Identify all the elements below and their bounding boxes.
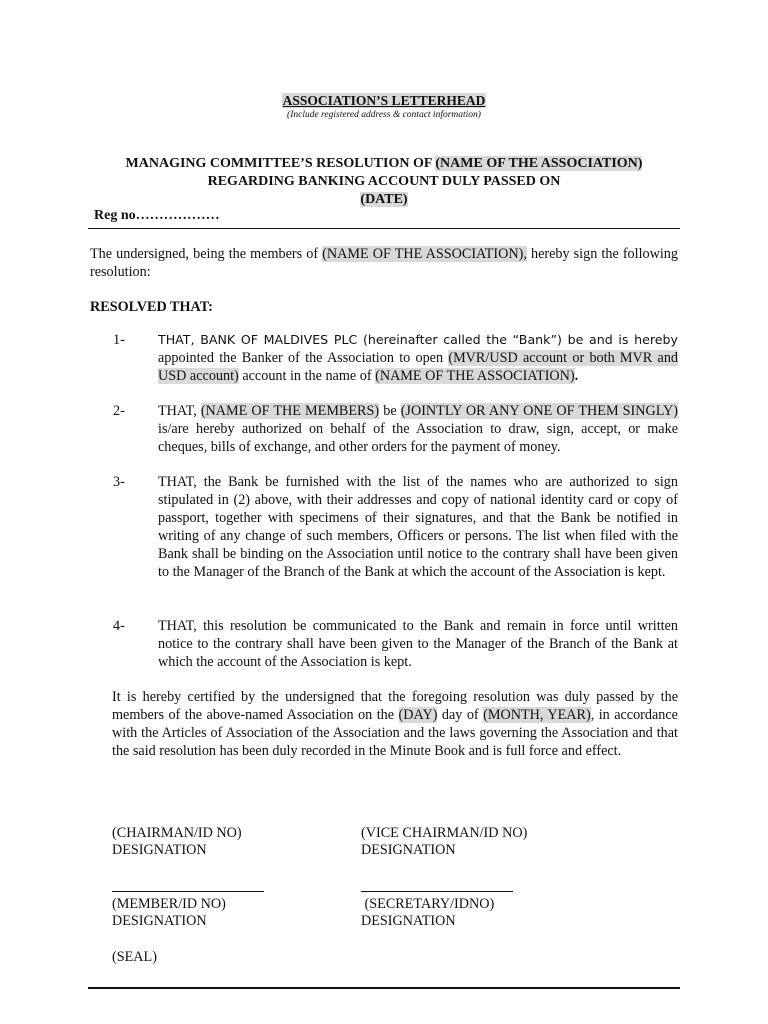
item-number: 3- [113, 474, 125, 490]
item-number: 4- [113, 618, 125, 634]
day-placeholder[interactable]: (DAY) [398, 707, 438, 723]
header-divider [88, 228, 680, 229]
item-number: 2- [113, 403, 125, 419]
letterhead-note: (Include registered address & contact information) [287, 110, 481, 120]
resolved-heading: RESOLVED THAT: [90, 299, 213, 315]
resolution-item: 2- THAT, (NAME OF THE MEMBERS) be (JOINTLY OR ANY ONE OF THEM SINGLY) is/are hereby authorized on behalf of the Association to draw, sign, accept, or make cheques, bills of exchange, and other orders for the payment of money. [113, 403, 678, 455]
signing-mode-placeholder[interactable]: (JOINTLY OR ANY ONE OF THEM SINGLY) [400, 403, 678, 419]
certification-paragraph: It is hereby certified by the undersigned that the foregoing resolution was duly passed by the members of the above-named Association on the (DAY) day of (MONTH, YEAR), in accordance with the Articles of Association of the Association and the laws governing the Association and that the said resolution has been duly recorded in the Minute Book and is full force and effect. [112, 689, 678, 759]
seal-label: (SEAL) [112, 949, 157, 965]
association-name-placeholder[interactable]: (NAME OF THE ASSOCIATION) [435, 156, 643, 171]
secretary-signature-block: (SECRETARY/IDNO) DESIGNATION [361, 896, 495, 929]
resolution-item: 1- THAT, BANK OF MALDIVES PLC (hereinafter called the “Bank”) be and is hereby appointed the Banker of the Association to open (MVR/USD account or both MVR and USD account) account in the name of (NAME OF THE ASSOCIATION). [113, 332, 679, 384]
resolution-item: 4- THAT, this resolution be communicated to the Bank and remain in force until written notice to the contrary shall have been given to the Manager of the Branch of the Bank at which the account of the Association is kept. [113, 618, 678, 670]
member-signature-block: (MEMBER/ID NO) DESIGNATION [112, 896, 226, 929]
intro-paragraph: The undersigned, being the members of (NAME OF THE ASSOCIATION), hereby sign the following resolution: [90, 246, 678, 280]
association-name-placeholder[interactable]: (NAME OF THE ASSOCIATION), [322, 246, 527, 262]
resolution-title: MANAGING COMMITTEE’S RESOLUTION OF (NAME OF THE ASSOCIATION) REGARDING BANKING ACCOUNT DULY PASSED ON (DATE) [125, 156, 643, 207]
letterhead-heading: ASSOCIATION’S LETTERHEAD [282, 93, 486, 108]
account-type-placeholder[interactable]: (MVR/USD account or both MVR and USD account) [158, 350, 679, 384]
resolution-item: 3- THAT, the Bank be furnished with the list of the names who are authorized to sign stipulated in (2) above, with their addresses and copy of national identity card or copy of passport, together with specimens of their signatures, and that the Bank be notified in writing of any change of such members, Officers or persons. The list when filed with the Bank shall be binding on the Association until notice to the contrary shall have been given to the Manager of the Branch of the Bank at which the account of the Association is kept. [113, 474, 678, 580]
member-signature-line[interactable] [112, 891, 264, 892]
item-number: 1- [113, 332, 125, 348]
secretary-signature-line[interactable] [361, 891, 513, 892]
footer-divider [88, 987, 680, 989]
month-year-placeholder[interactable]: (MONTH, YEAR) [483, 707, 591, 723]
association-name-placeholder[interactable]: (NAME OF THE ASSOCIATION) [375, 368, 575, 384]
chairman-signature-block: (CHAIRMAN/ID NO) DESIGNATION [112, 825, 242, 858]
members-name-placeholder[interactable]: (NAME OF THE MEMBERS) [200, 403, 380, 419]
reg-no-field[interactable]: Reg no……………… [94, 208, 220, 223]
date-placeholder[interactable]: (DATE) [360, 192, 408, 207]
vice-chairman-signature-block: (VICE CHAIRMAN/ID NO) DESIGNATION [361, 825, 528, 858]
